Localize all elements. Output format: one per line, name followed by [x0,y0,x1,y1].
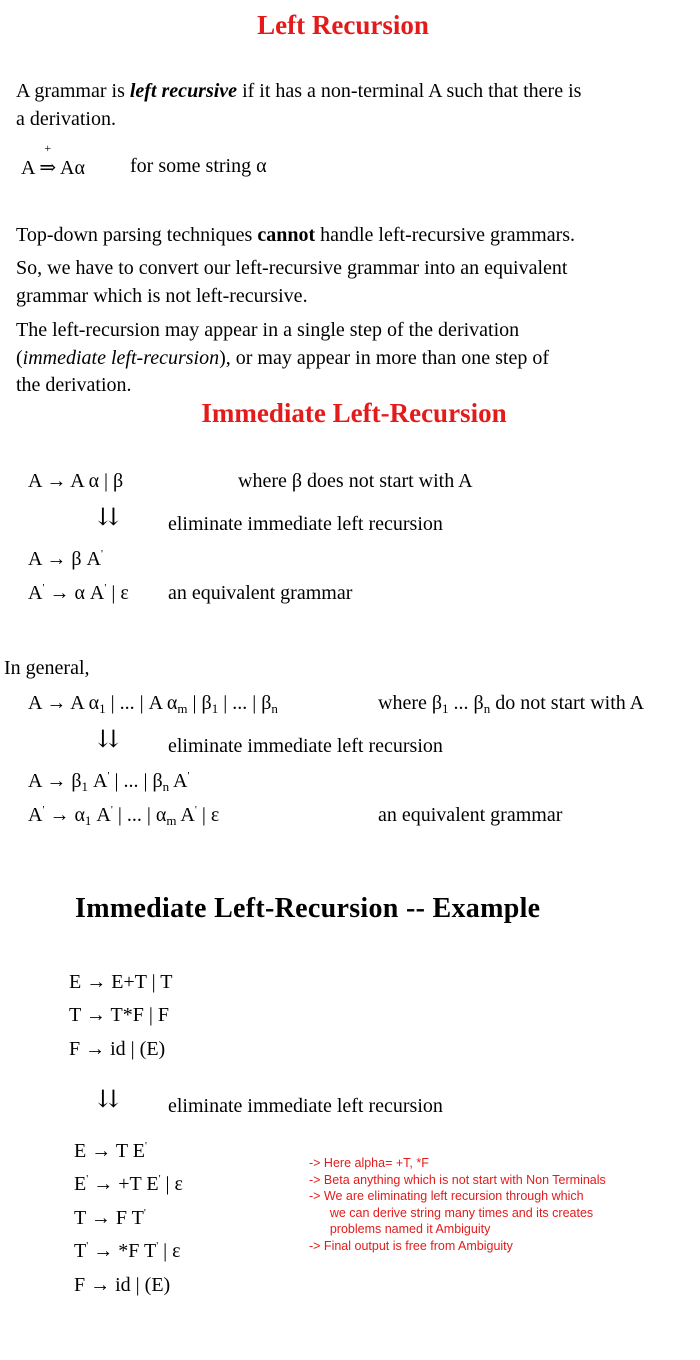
eliminate-label-general: eliminate immediate left recursion [168,735,443,757]
definition-line-2: a derivation. [16,108,116,130]
general-transformed-2: $A' \to \alpha_1$ A' | ... | $\alpha_m$ A' | ε [28,804,220,828]
example-grammar-1: E → E+T | T [69,971,173,993]
double-down-arrow-icon: ⇊ [98,1087,119,1113]
note-line: -> Here alpha= +T, *F [309,1156,429,1170]
general-rule: A → A $\alpha_1$ | ... | A $\alpha_m$ | $\beta_1$ | ... | $\beta_n$ [28,692,278,716]
note-line: -> We are eliminating left recursion through which [309,1189,584,1204]
annotation-notes [309,1155,606,1255]
note-line: -> Beta anything which is not start with Non Terminals [309,1172,606,1187]
paragraph-3-line-3: the derivation. [16,374,132,396]
definition-line-1: A grammar is left recursive if it has a non-terminal A such that there is [16,80,582,102]
paragraph-3-line-1: The left-recursion may appear in a single step of the derivation [16,319,520,341]
paragraph-2-line-1: So, we have to convert our left-recursive grammar into an equivalent [16,257,568,279]
example-grammar-2: T → T*F | F [69,1004,169,1026]
example-grammar-3: F → id | (E) [69,1038,166,1060]
general-transformed-1: $A \to \beta_1$ A' | ... | $\beta_n$ A' [28,770,190,794]
eliminate-label-example: eliminate immediate left recursion [168,1095,443,1117]
result-rule-5: F → id | (E) [74,1274,171,1296]
result-rule-4: T' → *F T' | ε [74,1240,181,1262]
derivation-formula: A ⇒ + Aα [21,141,85,179]
note-line: -> Final output is free from Ambiguity [309,1238,513,1253]
double-down-arrow-icon: ⇊ [98,505,119,531]
paragraph-2-line-2: grammar which is not left-recursive. [16,285,308,307]
rule-transformed-1: A → β A' [28,548,103,570]
note-line: problems named it Ambiguity [309,1222,491,1237]
result-rule-2: E' → +T E' | ε [74,1173,183,1195]
equivalent-label: an equivalent grammar [168,582,353,604]
paragraph-3-line-2: (immediate left-recursion), or may appear in more than one step of [16,347,549,369]
note-line: we can derive string many times and its creates [309,1205,594,1220]
left-recursive-term: left recursive [129,80,238,102]
section-title-immediate: Immediate Left-Recursion [201,398,507,428]
rule-left-recursive: A → A α | β [28,470,124,492]
rule-transformed-2: A' → α A' | ε [28,582,129,604]
general-rule-note: where $\beta_1$ ... $\beta_n$ do not start with A [378,692,645,716]
page-title: Left Recursion [257,10,429,40]
double-down-arrow-icon: ⇊ [98,727,119,753]
rule-note: where β does not start with A [238,470,473,492]
section-title-example: Immediate Left-Recursion -- Example [75,893,541,924]
general-label: In general, [4,657,90,679]
result-rule-1: E → T E' [74,1140,147,1162]
equivalent-label-general: an equivalent grammar [378,804,563,826]
paragraph-1: Top-down parsing techniques cannot handle left-recursive grammars. [16,224,576,246]
derivation-note: for some string α [130,155,267,177]
eliminate-label: eliminate immediate left recursion [168,513,443,535]
result-rule-3: T → F T' [74,1207,146,1229]
derives-arrow: ⇒ [39,157,57,179]
